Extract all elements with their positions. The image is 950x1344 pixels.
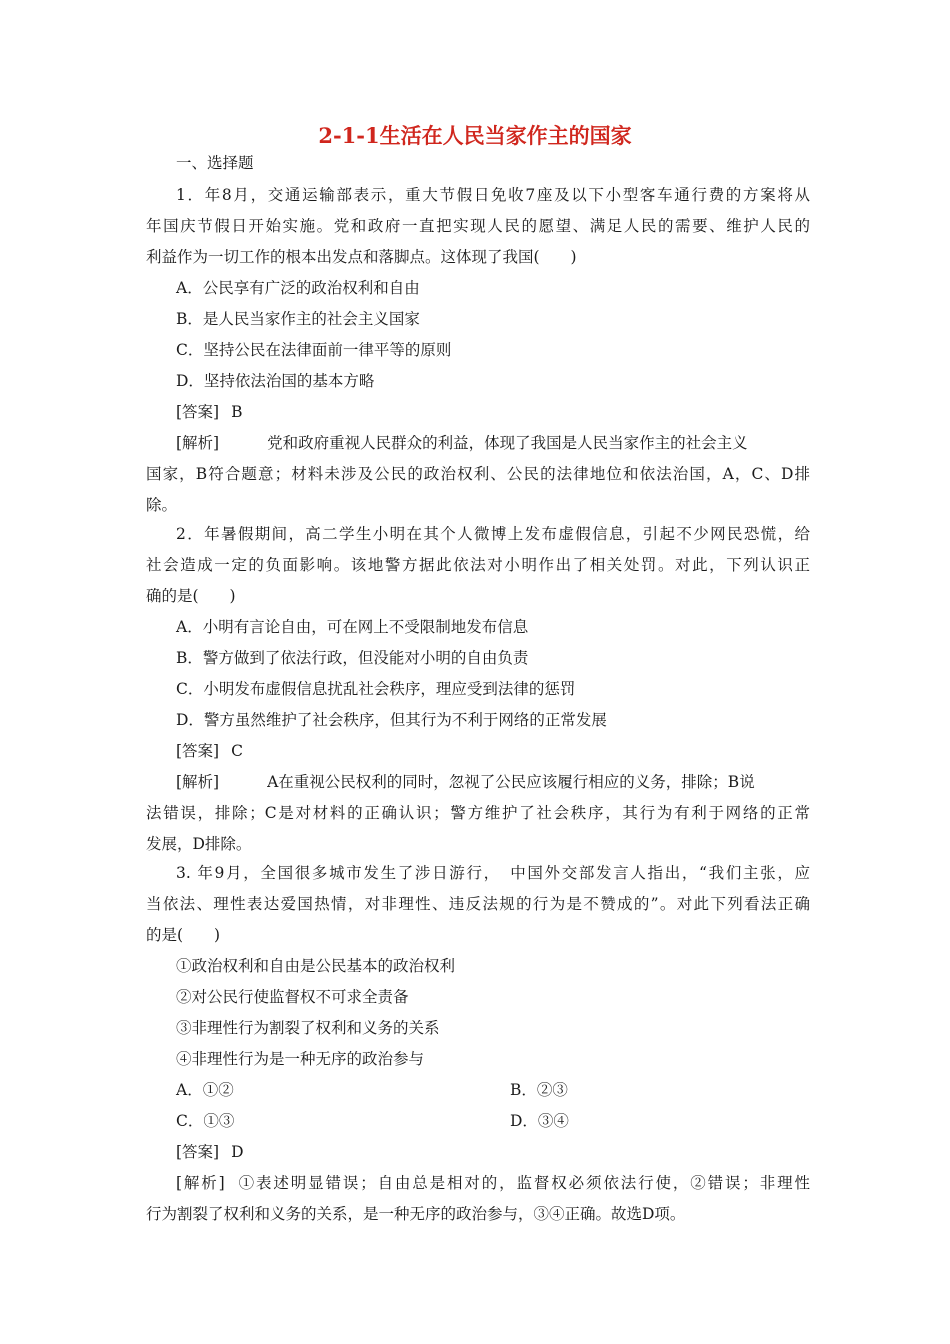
q1-stem-line-1: 1．年8月，交通运输部表示，重大节假日免收7座及以下小型客车通行费的方案将从 bbox=[176, 186, 810, 204]
q1-option-a: A．公民享有广泛的政治权利和自由 bbox=[176, 279, 420, 297]
analysis-text: A在重视公民权利的同时，忽视了公民应该履行相应的义务，排除；B说 bbox=[267, 773, 755, 791]
answer-label: [答案] bbox=[176, 403, 220, 421]
q3-options-row-2 bbox=[176, 1110, 810, 1132]
answer-label: [答案] bbox=[176, 742, 220, 760]
analysis-label: [解析] bbox=[176, 1174, 225, 1192]
q3-statement-2: ②对公民行使监督权不可求全责备 bbox=[176, 988, 409, 1006]
q1-analysis-line-1 bbox=[176, 432, 810, 454]
q3-option-d: D．③④ bbox=[510, 1112, 569, 1130]
q1-option-b: B．是人民当家作主的社会主义国家 bbox=[176, 310, 420, 328]
q1-analysis-line-3: 除。 bbox=[146, 496, 178, 514]
q2-analysis-line-3: 发展，D排除。 bbox=[146, 835, 252, 853]
analysis-text: 党和政府重视人民群众的利益，体现了我国是人民当家作主的社会主义 bbox=[267, 434, 748, 452]
q3-options-row-1 bbox=[176, 1079, 810, 1101]
q2-option-a: A．小明有言论自由，可在网上不受限制地发布信息 bbox=[176, 618, 529, 636]
q1-analysis-line-2: 国家，B符合题意；材料未涉及公民的政治权利、公民的法律地位和依法治国，A，C、D排 bbox=[146, 465, 810, 483]
q3-analysis-line-1 bbox=[176, 1172, 810, 1194]
q2-analysis-line-2: 法错误，排除；C是对材料的正确认识；警方维护了社会秩序，其行为有利于网络的正常 bbox=[146, 804, 810, 822]
answer-label: [答案] bbox=[176, 1143, 220, 1161]
q3-option-b: B．②③ bbox=[510, 1081, 568, 1099]
q1-option-d: D．坚持依法治国的基本方略 bbox=[176, 372, 375, 390]
analysis-label: [解析] bbox=[176, 773, 220, 791]
analysis-label: [解析] bbox=[176, 434, 220, 452]
q2-stem-line-2: 社会造成一定的负面影响。该地警方据此依法对小明作出了相关处罚。对此，下列认识正 bbox=[146, 556, 810, 574]
q2-stem-line-1: 2．年暑假期间，高二学生小明在其个人微博上发布虚假信息，引起不少网民恐慌，给 bbox=[176, 525, 810, 543]
answer-value: D bbox=[231, 1143, 244, 1161]
section-heading: 一、选择题 bbox=[176, 154, 254, 172]
answer-value: C bbox=[231, 742, 243, 760]
q3-stem-line-2: 当依法、理性表达爱国热情，对非理性、违反法规的行为是不赞成的”。对此下列看法正确 bbox=[146, 895, 810, 913]
q3-analysis-line-2: 行为割裂了权利和义务的关系，是一种无序的政治参与，③④正确。故选D项。 bbox=[146, 1205, 686, 1223]
answer-value: B bbox=[231, 403, 243, 421]
analysis-text: ①表述明显错误；自由总是相对的，监督权必须依法行使，②错误；非理性 bbox=[236, 1174, 810, 1192]
document-title: 2-1-1生活在人民当家作主的国家 bbox=[318, 123, 632, 148]
q2-option-d: D．警方虽然维护了社会秩序，但其行为不利于网络的正常发展 bbox=[176, 711, 607, 729]
q2-option-b: B．警方做到了依法行政，但没能对小明的自由负责 bbox=[176, 649, 529, 667]
q3-statement-3: ③非理性行为割裂了权利和义务的关系 bbox=[176, 1019, 440, 1037]
q3-stem-line-3: 的是( ) bbox=[146, 926, 221, 944]
q3-statement-1: ①政治权利和自由是公民基本的政治权利 bbox=[176, 957, 456, 975]
q1-stem-line-2: 年国庆节假日开始实施。党和政府一直把实现人民的愿望、满足人民的需要、维护人民的 bbox=[146, 217, 810, 235]
q1-stem-line-3: 利益作为一切工作的根本出发点和落脚点。这体现了我国( ) bbox=[146, 248, 577, 266]
q2-answer bbox=[176, 740, 810, 762]
q3-statement-4: ④非理性行为是一种无序的政治参与 bbox=[176, 1050, 425, 1068]
q2-stem-line-3: 确的是( ) bbox=[146, 587, 236, 605]
q2-option-c: C．小明发布虚假信息扰乱社会秩序，理应受到法律的惩罚 bbox=[176, 680, 576, 698]
q3-answer bbox=[176, 1141, 810, 1163]
q3-option-c: C．①③ bbox=[176, 1112, 235, 1130]
q3-stem-line-1: 3. 年9月，全国很多城市发生了涉日游行， 中国外交部发言人指出，“我们主张，应 bbox=[176, 864, 810, 882]
q3-option-a: A．①② bbox=[176, 1081, 234, 1099]
q2-analysis-line-1 bbox=[176, 771, 810, 793]
q1-option-c: C．坚持公民在法律面前一律平等的原则 bbox=[176, 341, 452, 359]
q1-answer bbox=[176, 401, 810, 423]
